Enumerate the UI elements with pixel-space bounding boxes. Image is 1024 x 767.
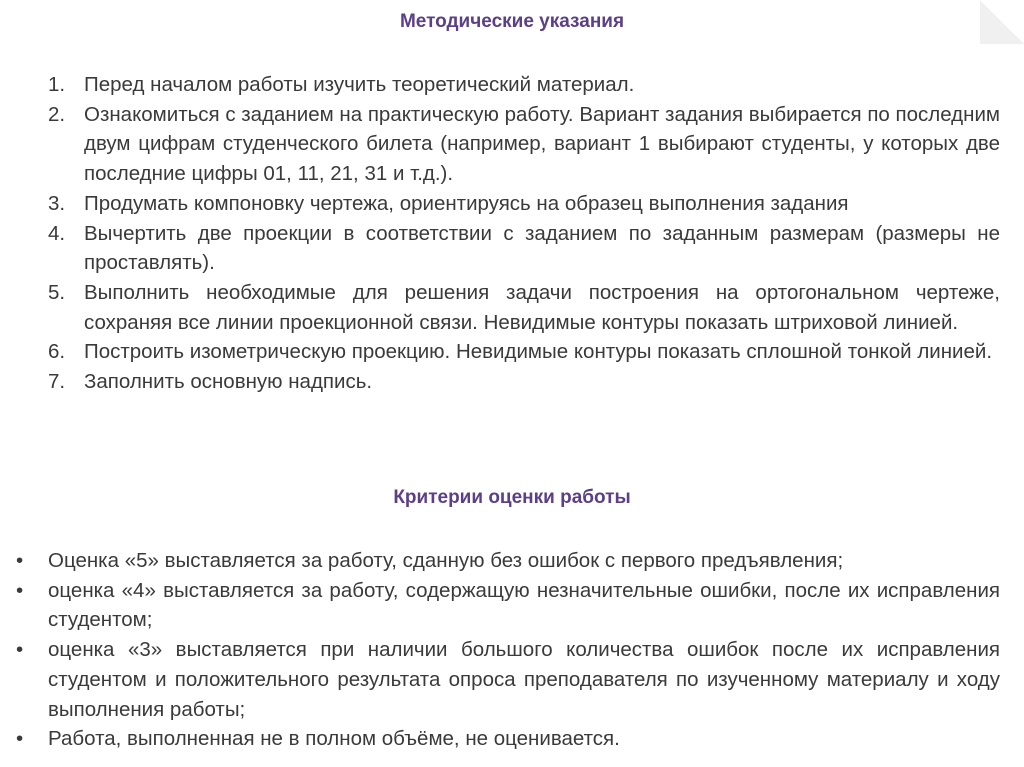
list-item: [48, 278, 1000, 337]
item-text: оценка «3» выставляется при наличии большого количества ошибок после их исправления студентом и положительного результата опроса преподавателя по изученному материалу и ходу выполнения работы;: [48, 638, 1000, 721]
item-text: Выполнить необходимые для решения задачи построения на ортогональном чертеже, сохраняя все линии проекционной связи. Невидимые контуры показать штриховой линией.: [84, 280, 1000, 334]
item-text: Продумать компоновку чертежа, ориентируясь на образец выполнения задания: [84, 191, 849, 215]
list-item: [48, 70, 1000, 100]
item-number: 3.: [48, 191, 66, 215]
list-item: [48, 337, 1000, 367]
item-number: 2.: [48, 102, 66, 126]
item-text: Вычертить две проекции в соответствии с заданием по заданным размерам (размеры не проставлять).: [84, 221, 1000, 275]
item-number: 4.: [48, 221, 66, 245]
item-text: Перед началом работы изучить теоретический материал.: [84, 73, 635, 96]
item-text: Заполнить основную надпись.: [84, 370, 373, 394]
item-number: 1.: [48, 73, 66, 96]
item-text: Работа, выполненная не в полном объёме, не оценивается.: [48, 727, 620, 751]
item-text: Построить изометрическую проекцию. Невидимые контуры показать сплошной тонкой линией.: [84, 340, 993, 364]
list-item: [48, 219, 1000, 278]
criteria-list: [12, 546, 1000, 754]
list-item: [48, 100, 1000, 189]
item-text: Ознакомиться с заданием на практическую работу. Вариант задания выбирается по последним двум цифрам студенческого билета (например, вариант 1 выбирают студенты, у которых две последние цифры 01, 11, 21, 31 и т.д.).: [84, 102, 1001, 186]
item-number: 6.: [48, 340, 66, 364]
bullet-icon: •: [16, 578, 24, 602]
list-item: [48, 189, 1000, 219]
item-text: Оценка «5» выставляется за работу, сданную без ошибок с первого предъявления;: [48, 549, 844, 572]
list-item: [48, 367, 1000, 397]
list-item: [12, 635, 1000, 724]
bullet-icon: •: [16, 727, 24, 751]
item-number: 7.: [48, 370, 66, 394]
list-item: [12, 724, 1000, 754]
item-number: 5.: [48, 280, 66, 304]
list-item: [12, 576, 1000, 635]
bullet-icon: •: [16, 549, 24, 572]
section-title-criteria: Критерии оценки работы: [393, 487, 631, 508]
section-title-guidelines: Методические указания: [399, 11, 625, 32]
guidelines-list: [48, 70, 1000, 397]
item-text: оценка «4» выставляется за работу, содержащую незначительные ошибки, после их исправления студентом;: [48, 578, 1000, 632]
list-item: [12, 546, 1000, 576]
bullet-icon: •: [16, 638, 24, 662]
